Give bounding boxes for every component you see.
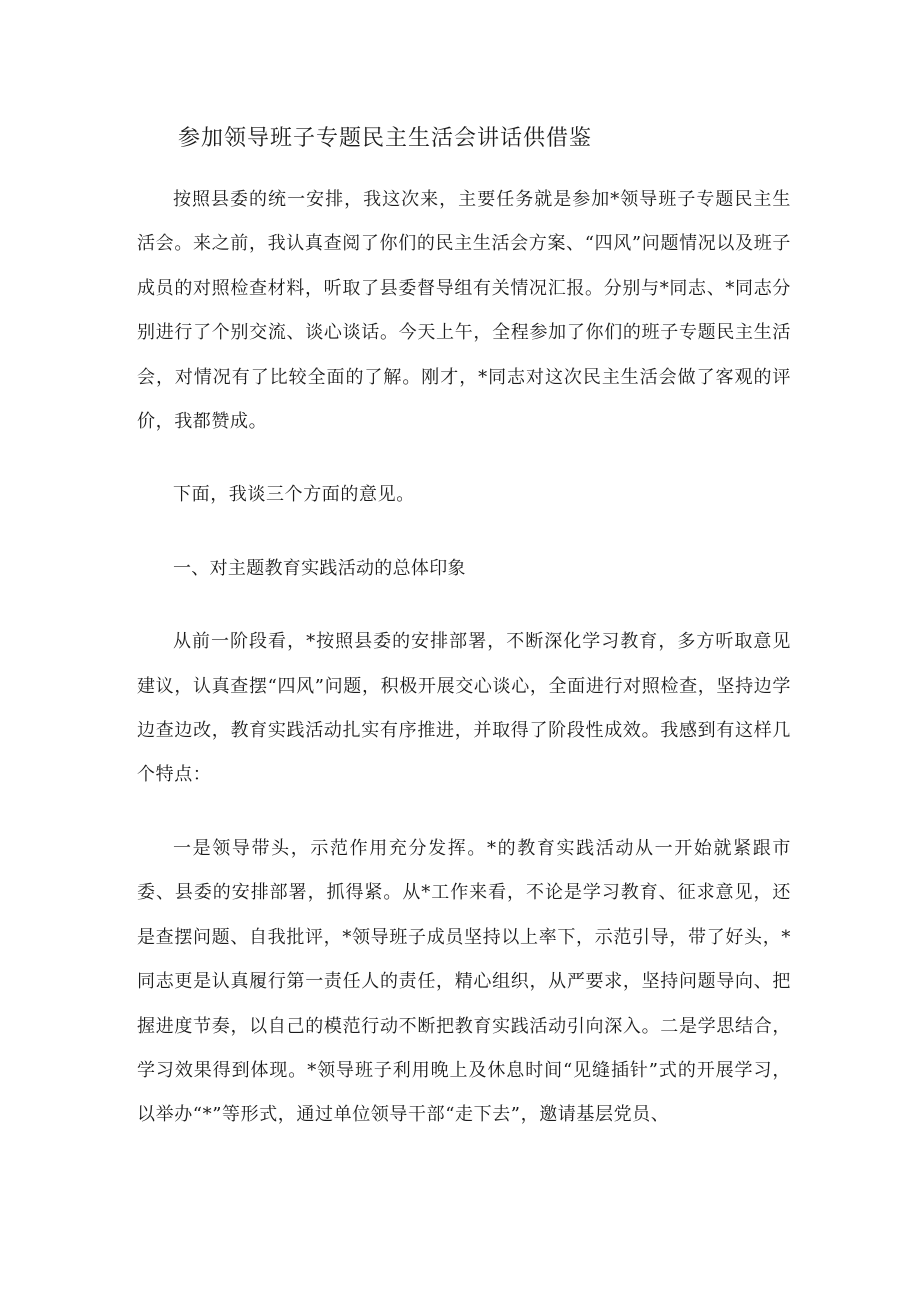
paragraph-features: 一是领导带头，示范作用充分发挥。*的教育实践活动从一开始就紧跟市委、县委的安排部署，抓得紧。从*工作来看，不论是学习教育、征求意见，还是查摆问题、自我批评，*领导班子成员坚持以上率下，示范引导，带了好头，*同志更是认真履行第一责任人的责任，精心组织，从严要求，坚持问题导向、把握进度节奏，以自己的模范行动不断把教育实践活动引向深入。二是学思结合，学习效果得到体现。*领导班子利用晚上及休息时间“见缝插针”式的开展学习，以举办“*”等形式，通过单位领导干部“走下去”，邀请基层党员、 (137, 837, 791, 1126)
paragraph-outline: 下面，我谈三个方面的意见。 (173, 484, 415, 506)
document-title: 参加领导班子专题民主生活会讲话供借鉴 (178, 126, 593, 151)
document-body (137, 178, 791, 1167)
paragraph-intro: 按照县委的统一安排，我这次来，主要任务就是参加*领导班子专题民主生活会。来之前，我认真查阅了你们的民主生活会方案、“四风”问题情况以及班子成员的对照检查材料，听取了县委督导组有关情况汇报。分别与*同志、*同志分别进行了个别交流、谈心谈话。今天上午，全程参加了你们的班子专题民主生活会，对情况有了比较全面的了解。刚才，*同志对这次民主生活会做了客观的评价，我都赞成。 (137, 189, 791, 433)
paragraph-overview: 从前一阶段看，*按照县委的安排部署，不断深化学习教育，多方听取意见建议，认真查摆“四风”问题，积极开展交心谈心，全面进行对照检查，坚持边学边查边改，教育实践活动扎实有序推进，并取得了阶段性成效。我感到有这样几个特点： (137, 631, 791, 786)
section-heading-1: 一、对主题教育实践活动的总体印象 (173, 557, 466, 579)
